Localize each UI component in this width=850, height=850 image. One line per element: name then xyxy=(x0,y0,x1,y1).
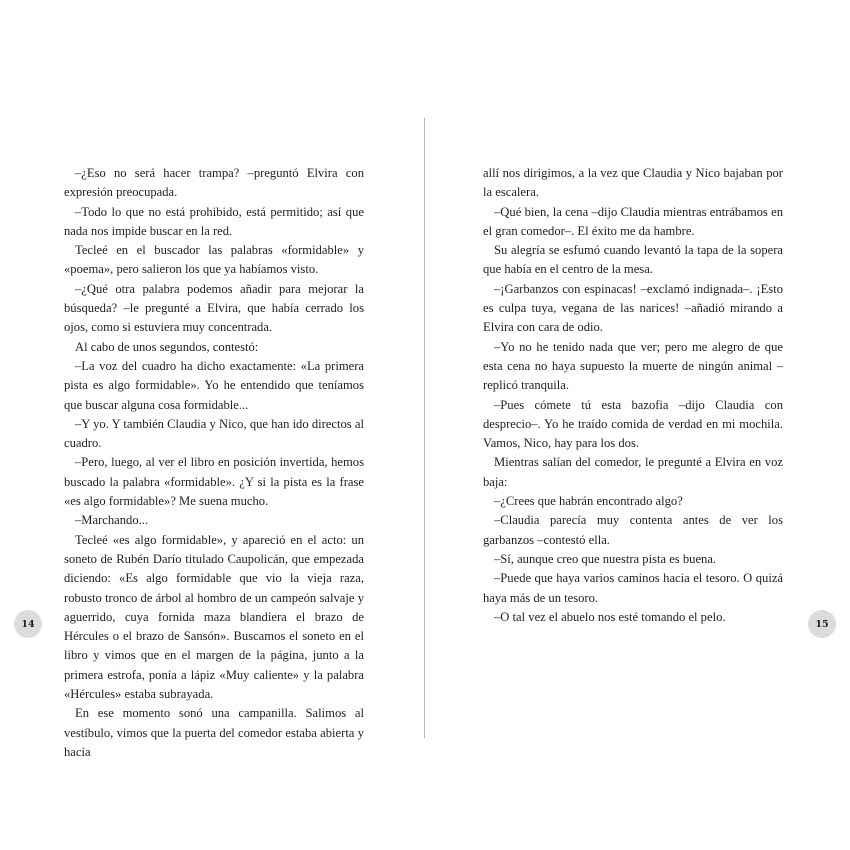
paragraph: Al cabo de unos segundos, contestó: xyxy=(75,339,259,354)
right-page-text xyxy=(483,164,783,627)
paragraph: –¿Crees que habrán encontrado algo? xyxy=(494,494,683,509)
paragraph: –O tal vez el abuelo nos esté tomando el pelo. xyxy=(494,609,726,624)
paragraph: –Puede que haya varios caminos hacia el tesoro. O quizá haya más de un tesoro. xyxy=(483,571,783,605)
left-page-text xyxy=(64,164,364,762)
paragraph: –Claudia parecía muy contenta antes de ver los garbanzos –contestó ella. xyxy=(483,513,783,547)
paragraph: allí nos dirigimos, a la vez que Claudia y Nico bajaban por la escalera. xyxy=(483,166,783,200)
paragraph: –Todo lo que no está prohibido, está permitido; así que nada nos impide buscar en la red. xyxy=(64,204,364,238)
paragraph: En ese momento sonó una campanilla. Salimos al vestíbulo, vimos que la puerta del comedor estaba abierta y hacia xyxy=(64,706,364,759)
paragraph: –Pero, luego, al ver el libro en posición invertida, hemos buscado la palabra «formidable». ¿Y si la pista es la frase «es algo formidable»? Me suena mucho. xyxy=(64,455,364,509)
paragraph: –Pues cómete tú esta bazofia –dijo Claudia con desprecio–. Yo he traído comida de verdad en mi mochila. Vamos, Nico, hay para los dos. xyxy=(483,397,783,451)
paragraph: –Marchando... xyxy=(75,513,149,528)
paragraph: –Qué bien, la cena –dijo Claudia mientras entrábamos en el gran comedor–. El éxito me da hambre. xyxy=(483,204,783,238)
paragraph: –La voz del cuadro ha dicho exactamente: «La primera pista es algo formidable». Yo he entendido que teníamos que buscar alguna cosa formidable... xyxy=(64,358,364,412)
paragraph: Su alegría se esfumó cuando levantó la tapa de la sopera que había en el centro de la mesa. xyxy=(483,243,783,277)
paragraph: –Y yo. Y también Claudia y Nico, que han ido directos al cuadro. xyxy=(64,416,364,451)
page-number-left: 14 xyxy=(14,610,42,638)
paragraph: –¿Qué otra palabra podemos añadir para mejorar la búsqueda? –le pregunté a Elvira, que había cerrado los ojos, como si estuviera muy concentrada. xyxy=(64,281,364,335)
paragraph: Mientras salían del comedor, le pregunté a Elvira en voz baja: xyxy=(483,455,783,489)
paragraph: –Sí, aunque creo que nuestra pista es buena. xyxy=(494,551,717,566)
paragraph: –¡Garbanzos con espinacas! –exclamó indignada–. ¡Esto es culpa tuya, vegana de las narices! –añadió mirando a Elvira con cara de odio. xyxy=(483,281,783,335)
paragraph: –Yo no he tenido nada que ver; pero me alegro de que esta cena no haya supuesto la muerte de ningún animal –replicó tranquila. xyxy=(483,339,783,393)
page-number-right: 15 xyxy=(808,610,836,638)
paragraph: –¿Eso no será hacer trampa? –preguntó Elvira con expresión preocupada. xyxy=(64,166,364,200)
paragraph: Tecleé «es algo formidable», y apareció en el acto: un soneto de Rubén Darío titulado Caupolicán, que empezada diciendo: «Es algo formidable que vio la vieja raza, robusto tronco de árbol al hombro de un campeón salvaje y aguerrido, cuya fornida maza blandiera el brazo de Hércules o el brazo de Sansón». Buscamos el soneto en el libro y vimos que en el margen de la página, junto a la primera estrofa, ponía a lápiz «Muy caliente» y la palabra «Hércules» estaba subrayada. xyxy=(64,532,364,702)
paragraph: Tecleé en el buscador las palabras «formidable» y «poema», pero salieron los que ya habíamos visto. xyxy=(64,243,364,277)
page-gutter xyxy=(424,118,425,738)
